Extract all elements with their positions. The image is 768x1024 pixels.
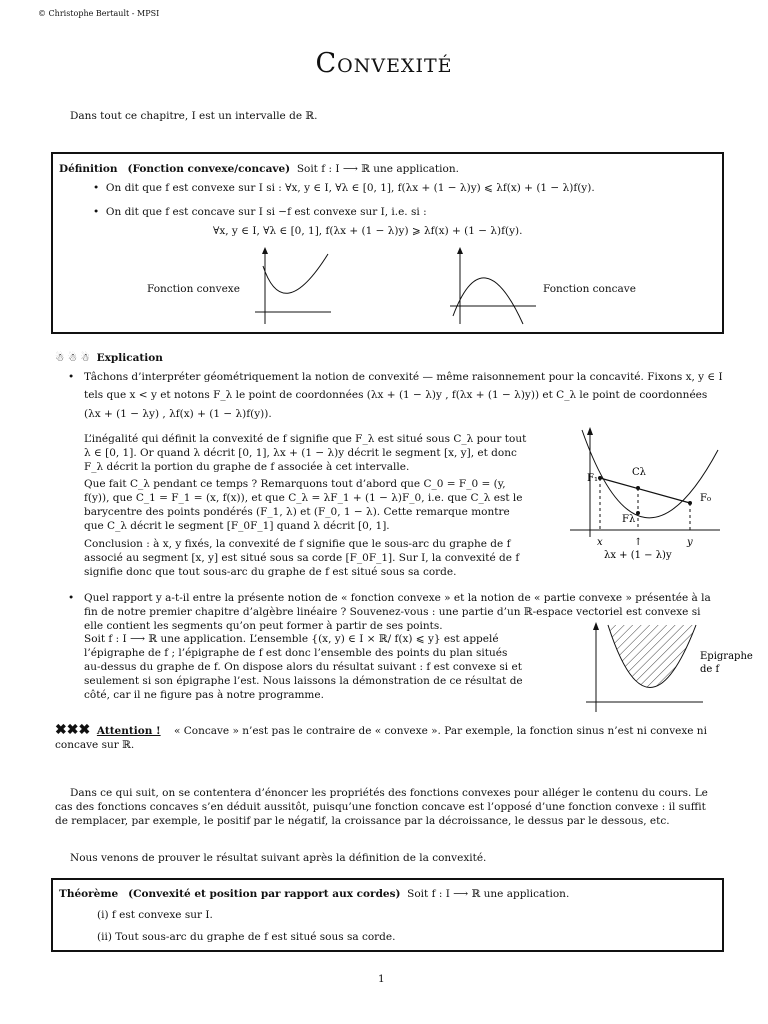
- explication-p5: Quel rapport y a-t-il entre la présente notion de « fonction convexe » et la notion de « partie convexe » présentée à la fin de notre premier chapitre d’algèbre linéaire ? Souvenez-vous : une partie d’un ℝ-espace vectoriel est convexe si elle contient les segments qu’on peut former à partir de ses points.: [84, 592, 711, 632]
- explication-p4: Conclusion : à x, y fixés, la convexité de f signifie que le sous-arc du graphe de f associé au segment [x, y] est situé sous sa corde [F_0F_1]. Sur I, la convexité de f signifie donc que tout sous-arc du graphe de f est situé sous sa corde.: [84, 538, 520, 578]
- theorem-item-1: (i) f est convexe sur I.: [97, 909, 213, 921]
- concave-function-figure: [448, 246, 538, 326]
- explication-p1-line3: (λx + (1 − λy) , λf(x) + (1 − λ)f(y)).: [84, 408, 272, 420]
- theorem-lead: Soit f : I ⟶ ℝ une application.: [407, 888, 570, 900]
- attention-label: Attention !: [96, 725, 161, 737]
- page-title: Convexité: [315, 48, 453, 79]
- concave-remark-paragraph: Dans ce qui suit, on se contentera d’énoncer les propriétés des fonctions convexes pour alléger le contenu du cours. Le cas des fonctions concaves s’en déduit aussitôt, puisqu’une fonction concave est l’opposé d’une fonction convexe : il suffit de remplacer, par exemple, le positif par le négatif, la croissance par la décroissance, le dessus par le dessous, etc.: [55, 787, 708, 827]
- definition-lead: Soit f : I ⟶ ℝ une application.: [296, 163, 459, 175]
- up-arrow-icon: ↑: [634, 537, 643, 548]
- definition-subheading: (Fonction convexe/concave): [127, 163, 291, 175]
- label-F1: F₁: [587, 473, 598, 484]
- explication-p1-line1: Tâchons d’interpréter géométriquement la notion de convexité — même raisonnement pour la concavité. Fixons x, y ∈ I: [84, 371, 723, 383]
- explication-p2: L’inégalité qui définit la convexité de f signifie que F_λ est situé sous C_λ pour tout λ ∈ [0, 1]. Or quand λ décrit [0, 1], λx + (1 − λ)y décrit le segment [x, y], et donc F_λ décrit la portion du graphe de f associée à cet intervalle.: [84, 433, 527, 473]
- definition-bullet-convex: • On dit que f est convexe sur I si : ∀x, y ∈ I, ∀λ ∈ [0, 1], f(λx + (1 − λ)y) ⩽ λf(x) + (1 − λ)f(y).: [93, 182, 595, 194]
- explication-bullet-2: •: [68, 592, 75, 604]
- theorem-heading: Théorème: [59, 888, 119, 900]
- epigraph-label-of-f: de f: [700, 664, 720, 675]
- explication-p6: Soit f : I ⟶ ℝ une application. L’ensemble {(x, y) ∈ I × ℝ/ f(x) ⩽ y} est appelé l’épigraphe de f ; l’épigraphe de f est donc l’ensemble des points du plan situés au-dessus du graphe de f. On dispose alors du résultat suivant : f est convexe si et seulement si son épigraphe l’est. Nous laissons la démonstration de ce résultat de côté, car il ne figure pas à notre programme.: [84, 633, 523, 701]
- page-header: © Christophe Bertault - MPSI: [38, 9, 160, 18]
- label-Clambda: Cλ: [632, 467, 646, 478]
- convex-figure-label: Fonction convexe: [147, 283, 240, 295]
- epigraph-label: Epigraphe: [700, 651, 753, 662]
- attention-text: « Concave » n’est pas le contraire de « convexe ». Par exemple, la fonction sinus n’est ni convexe ni concave sur ℝ.: [55, 725, 707, 751]
- explication-bullet-1: •: [68, 371, 75, 383]
- concave-formula: ∀x, y ∈ I, ∀λ ∈ [0, 1], f(λx + (1 − λ)y) ⩾ λf(x) + (1 − λ)f(y).: [213, 225, 523, 237]
- explication-p1-line2: tels que x < y et notons F_λ le point de coordonnées (λx + (1 − λ)y , f(λx + (1 − λ)y)) et C_λ le point de coordonnées: [84, 389, 708, 401]
- attention-block: [55, 723, 720, 752]
- page-number: 1: [378, 973, 385, 985]
- label-x: x: [597, 537, 603, 548]
- explication-heading: Explication: [96, 352, 163, 364]
- explication-title: [55, 351, 163, 365]
- label-Flambda: Fλ: [622, 514, 636, 525]
- theorem-item-2: (ii) Tout sous-arc du graphe de f est situé sous sa corde.: [97, 931, 396, 943]
- label-y: y: [687, 537, 693, 548]
- chord-figure: [560, 425, 725, 565]
- theorem-subheading: (Convexité et position par rapport aux cordes): [128, 888, 401, 900]
- chord-figure-caption: λx + (1 − λ)y: [604, 550, 672, 561]
- explication-p3: Que fait C_λ pendant ce temps ? Remarquons tout d’abord que C_0 = F_0 = (y, f(y)), que C_1 = F_1 = (x, f(x)), et que C_λ = λF_1 + (1 − λ)F_0, i.e. que C_λ est le barycentre des points pondérés (F_1, λ) et (F_0, 1 − λ). Cette remarque montre que C_λ décrit le segment [F_0F_1] quand λ décrit [0, 1].: [84, 478, 523, 532]
- snowman-icon: ☃ ☃ ☃: [55, 352, 90, 364]
- warning-cross-icon: ✖✖✖: [55, 722, 91, 738]
- definition-bullet-concave: • On dit que f est concave sur I si −f est convexe sur I, i.e. si :: [93, 206, 427, 218]
- concave-figure-label: Fonction concave: [543, 283, 636, 295]
- epigraph-figure: [578, 620, 753, 720]
- theorem-box: [51, 878, 724, 952]
- intro-text: Dans tout ce chapitre, I est un intervalle de ℝ.: [70, 110, 318, 122]
- definition-box: [51, 152, 724, 334]
- label-F0: F₀: [700, 493, 711, 504]
- convex-function-figure: [253, 246, 333, 326]
- proof-remark: Nous venons de prouver le résultat suivant après la définition de la convexité.: [70, 852, 487, 864]
- definition-heading: Définition: [59, 163, 118, 175]
